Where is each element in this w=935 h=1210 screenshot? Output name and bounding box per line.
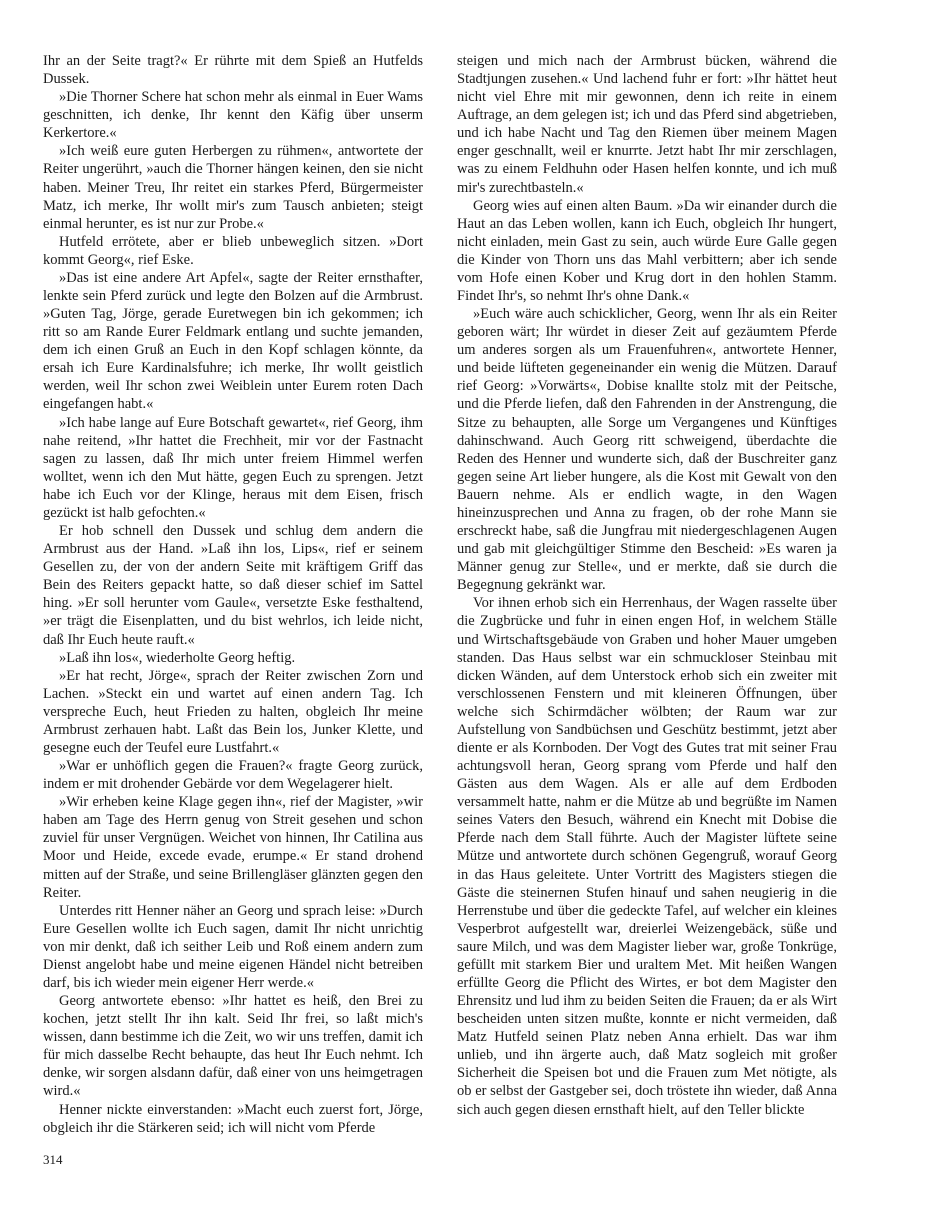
paragraph: »War er unhöflich gegen die Frauen?« fragte Georg zurück, indem er mit drohender Gebärde vor dem Wegelagerer hielt. [43, 758, 423, 793]
paragraph: »Laß ihn los«, wiederholte Georg heftig. [59, 649, 296, 666]
right-column [457, 52, 837, 1119]
paragraph: Hutfeld errötete, aber er blieb unbeweglich sitzen. »Dort kommt Georg«, rief Eske. [43, 233, 423, 268]
left-column [43, 52, 423, 1137]
paragraph: steigen und mich nach der Armbrust bücken, während die Stadtjungen zusehen.« Und lachend fuhr er fort: »Ihr hättet heut nicht viel Ehre mit mir gewonnen, denn ich reite in einem Auftrage, an dem gelegen ist; ich und das Pferd sind abgetrieben, und ich habe Nacht und Tag den Riemen über meinem Magen enger geschnallt, weil er knurrte. Jetzt habt Ihr mir zerschlagen, was zu einem Feldhuhn oder Hasen helfen konnte, und ich muß mir's zurechtbasteln.« [457, 53, 837, 196]
paragraph: Georg wies auf einen alten Baum. »Da wir einander durch die Haut an das Leben wollen, kann ich Euch, obgleich Ihr hungert, nicht einladen, mein Gast zu sein, auch würde Eure Galle gegen die Kinder von Thorn uns das Mahl verbittern; aber ich sende vom Hofe einen Kober und Krug dort in den hohlen Stamm. Findet Ihr's, so nehmt Ihr's ohne Dank.« [457, 197, 837, 305]
paragraph: »Ich weiß eure guten Herbergen zu rühmen«, antwortete der Reiter ungerührt, »auch die Thorner hängen keinen, den sie nicht haben. Meiner Treu, Ihr reitet ein starkes Pferd, Bürgermeister Matz, ich merke, Ihr wollt mir's zum Tausch anbieten; steigt einmal herunter, es ist nur zur Probe.« [43, 143, 423, 232]
paragraph: Vor ihnen erhob sich ein Herrenhaus, der Wagen rasselte über die Zugbrücke und fuhr in einen engen Hof, in welchem Ställe und Wirtschaftsgebäude von Graben und hoher Mauer umgeben standen. Das Haus selbst war ein schmuckloser Steinbau mit dicken Wänden, auf dem Unterstock erhob sich ein zweiter mit verschlossenen Fenstern und mit kleineren Öffnungen, über welche sich Schirmdächer wölbten; der Raum war zur Aufstellung von Sandbüchsen und Geschütz bestimmt, jetzt aber diente er als Kornboden. Der Vogt des Gutes trat mit seiner Frau achtungsvoll heran, Georg sprang vom Pferde und half den Gästen aus dem Wagen. Als er alle auf dem Erdboden versammelt hatte, nahm er die Mütze ab und begrüßte im Namen seines Vaters den Besuch, während ein Knecht mit Dobise die Pferde nach dem Stall führte. Auch der Magister lüftete seine Mütze und antwortete durch schönen Gegengruß, worauf Georg in das Haus geleitete. Unter Vortritt des Magisters stiegen die Gäste die steinernen Stufen hinauf und sahen neugierig in die Herrenstube und über die gedeckte Tafel, auf welcher ein kleines Vesperbrot aufgestellt war, dreierlei Weizengebäck, süße und saure Milch, und was dem Magister lieber war, große Tonkrüge, gefüllt mit starkem Bier und uraltem Met. Mit heißen Wangen erfüllte Georg die Pflicht des Wirtes, er bot dem Magister den Ehrensitz und lud ihm zu beiden Seiten die Frauen; da er als Wirt bescheiden unten sitzen mußte, konnte er nicht vermeiden, daß Matz Hutfeld seinen Platz neben Anna erhielt. Das war ihm unlieb, und ihn ärgerte auch, daß Matz sogleich mit großer Sicherheit die Speisen bot und die Frauen zum Met nötigte, als ob er selbst der Gastgeber sei, doch tröstete ihn wieder, daß Anna sich auch gegen diesen ernsthaft hielt, auf den Teller blickte [457, 595, 837, 1118]
paragraph: Henner nickte einverstanden: »Macht euch zuerst fort, Jörge, obgleich ihr die Stärkeren seid; ich will nicht vom Pferde [43, 1101, 423, 1136]
paragraph: Er hob schnell den Dussek und schlug dem andern die Armbrust aus der Hand. »Laß ihn los, Lips«, rief er seinem Gesellen zu, der von der andern Seite mit kräftigem Griff das Bein des Reiters gepackt hatte, so daß dieser schief im Sattel hing. »Er soll herunter vom Gaule«, versetzte Eske festhaltend, »er trägt die Eisenplatten, und du bist wehrlos, ich leide nicht, daß Ihr Euch heute rauft.« [43, 523, 423, 648]
paragraph: »Wir erheben keine Klage gegen ihn«, rief der Magister, »wir haben am Tage des Herrn genug von Streit gesehen und schon zuviel für unser Vergnügen. Weichet von hinnen, Ihr Catilina aus Moor und Heide, excede evade, erumpe.« Er stand drohend mitten auf der Straße, und seine Brillengläser glänzten gegen den Reiter. [43, 794, 423, 901]
paragraph: »Das ist eine andere Art Apfel«, sagte der Reiter ernsthafter, lenkte sein Pferd zurück und legte den Bolzen auf die Armbrust. »Guten Tag, Jörge, gerade Euretwegen bin ich gekommen; ich ritt so am Rande Eurer Feldmark entlang und suchte jemanden, dem ich einen Gruß an Euch in den Kopf schlagen könnte, da ersah ich Eure Kardinalsfuhre; ich merke, Ihr wollt geistlich werden, weil Ihr schon zwei Weiblein unter Eurem roten Dach eingefangen habt.« [43, 269, 423, 413]
paragraph: Ihr an der Seite tragt?« Er rührte mit dem Spieß an Hutfelds Dussek. [43, 53, 423, 88]
page-number: 314 [43, 1152, 63, 1167]
paragraph: Georg antwortete ebenso: »Ihr hattet es heiß, den Brei zu kochen, jetzt stellt Ihr ihn kalt. Seid Ihr frei, so laßt mich's wissen, dann bestimme ich die Zeit, wo wir uns treffen, damit ich für mich dasselbe Recht behaupte, das heut Ihr Euch nehmt. Ich denke, wir sorgen alsdann dafür, daß einer von uns heimgetragen wird.« [43, 993, 423, 1100]
paragraph: »Ich habe lange auf Eure Botschaft gewartet«, rief Georg, ihm nahe reitend, »Ihr hattet die Frechheit, mir vor der Fastnacht sagen zu lassen, daß Ihr mich unter freiem Himmel werfen wolltet, wenn ich den Mut hätte, gegen Euch zu sprengen. Jetzt habe ich Euch vor der Klinge, heraus mit dem Eisen, frisch gezückt ist halb gefochten.« [43, 414, 423, 521]
paragraph: »Euch wäre auch schicklicher, Georg, wenn Ihr als ein Reiter geboren wärt; Ihr würdet in dieser Zeit auf gezäumtem Pferde um anderes sorgen als um Frauenfuhren«, antwortete Henner, und beide lüfteten gegeneinander ein wenig die Mützen. Darauf rief Georg: »Vorwärts«, Dobise knallte stolz mit der Peitsche, und die Pferde liefen, daß den Fahrenden in der Anstrengung, die Sitze zu behaupten, alle Sorge um Vergangenes und Künftiges dahinschwand. Auch Georg ritt schweigend, überdachte die Reden des Henner und wunderte sich, daß der Buschreiter ganz gegen seine Art lieber hungere, als die Kost mit Gewalt von den Bauern nehme. Als er endlich wagte, in den Wagen hineinzusprechen und Anna zu fragen, ob der rohe Mann sie erschreckt habe, saß die Jungfrau mit niedergeschlagenen Augen und gab mit gleichgültiger Stimme den Bescheid: »Es waren ja Männer genug zur Stelle«, und er merkte, daß sie durch die Begegnung gekränkt war. [457, 306, 837, 594]
paragraph: Unterdes ritt Henner näher an Georg und sprach leise: »Durch Eure Gesellen wollte ich Euch sagen, damit Ihr nicht unrichtig von mir denkt, daß ich seither Leib und Roß einem andern zum Dienst angelobt habe und meine eigenen Händel nicht betreiben darf, bis ich wieder mein eigener Herr werde.« [43, 902, 423, 991]
paragraph: »Die Thorner Schere hat schon mehr als einmal in Euer Wams geschnitten, ich denke, Ihr kennt den Käfig über unserm Kerkertore.« [43, 89, 423, 142]
paragraph: »Er hat recht, Jörge«, sprach der Reiter zwischen Zorn und Lachen. »Steckt ein und wartet auf einen andern Tag. Ich verspreche Euch, heut Frieden zu halten, obgleich Ihr meine Armbrust zerhauen habt. Laßt das Bein los, Junker Klette, und gesegne euch der Teufel eure Lustfahrt.« [43, 667, 423, 756]
